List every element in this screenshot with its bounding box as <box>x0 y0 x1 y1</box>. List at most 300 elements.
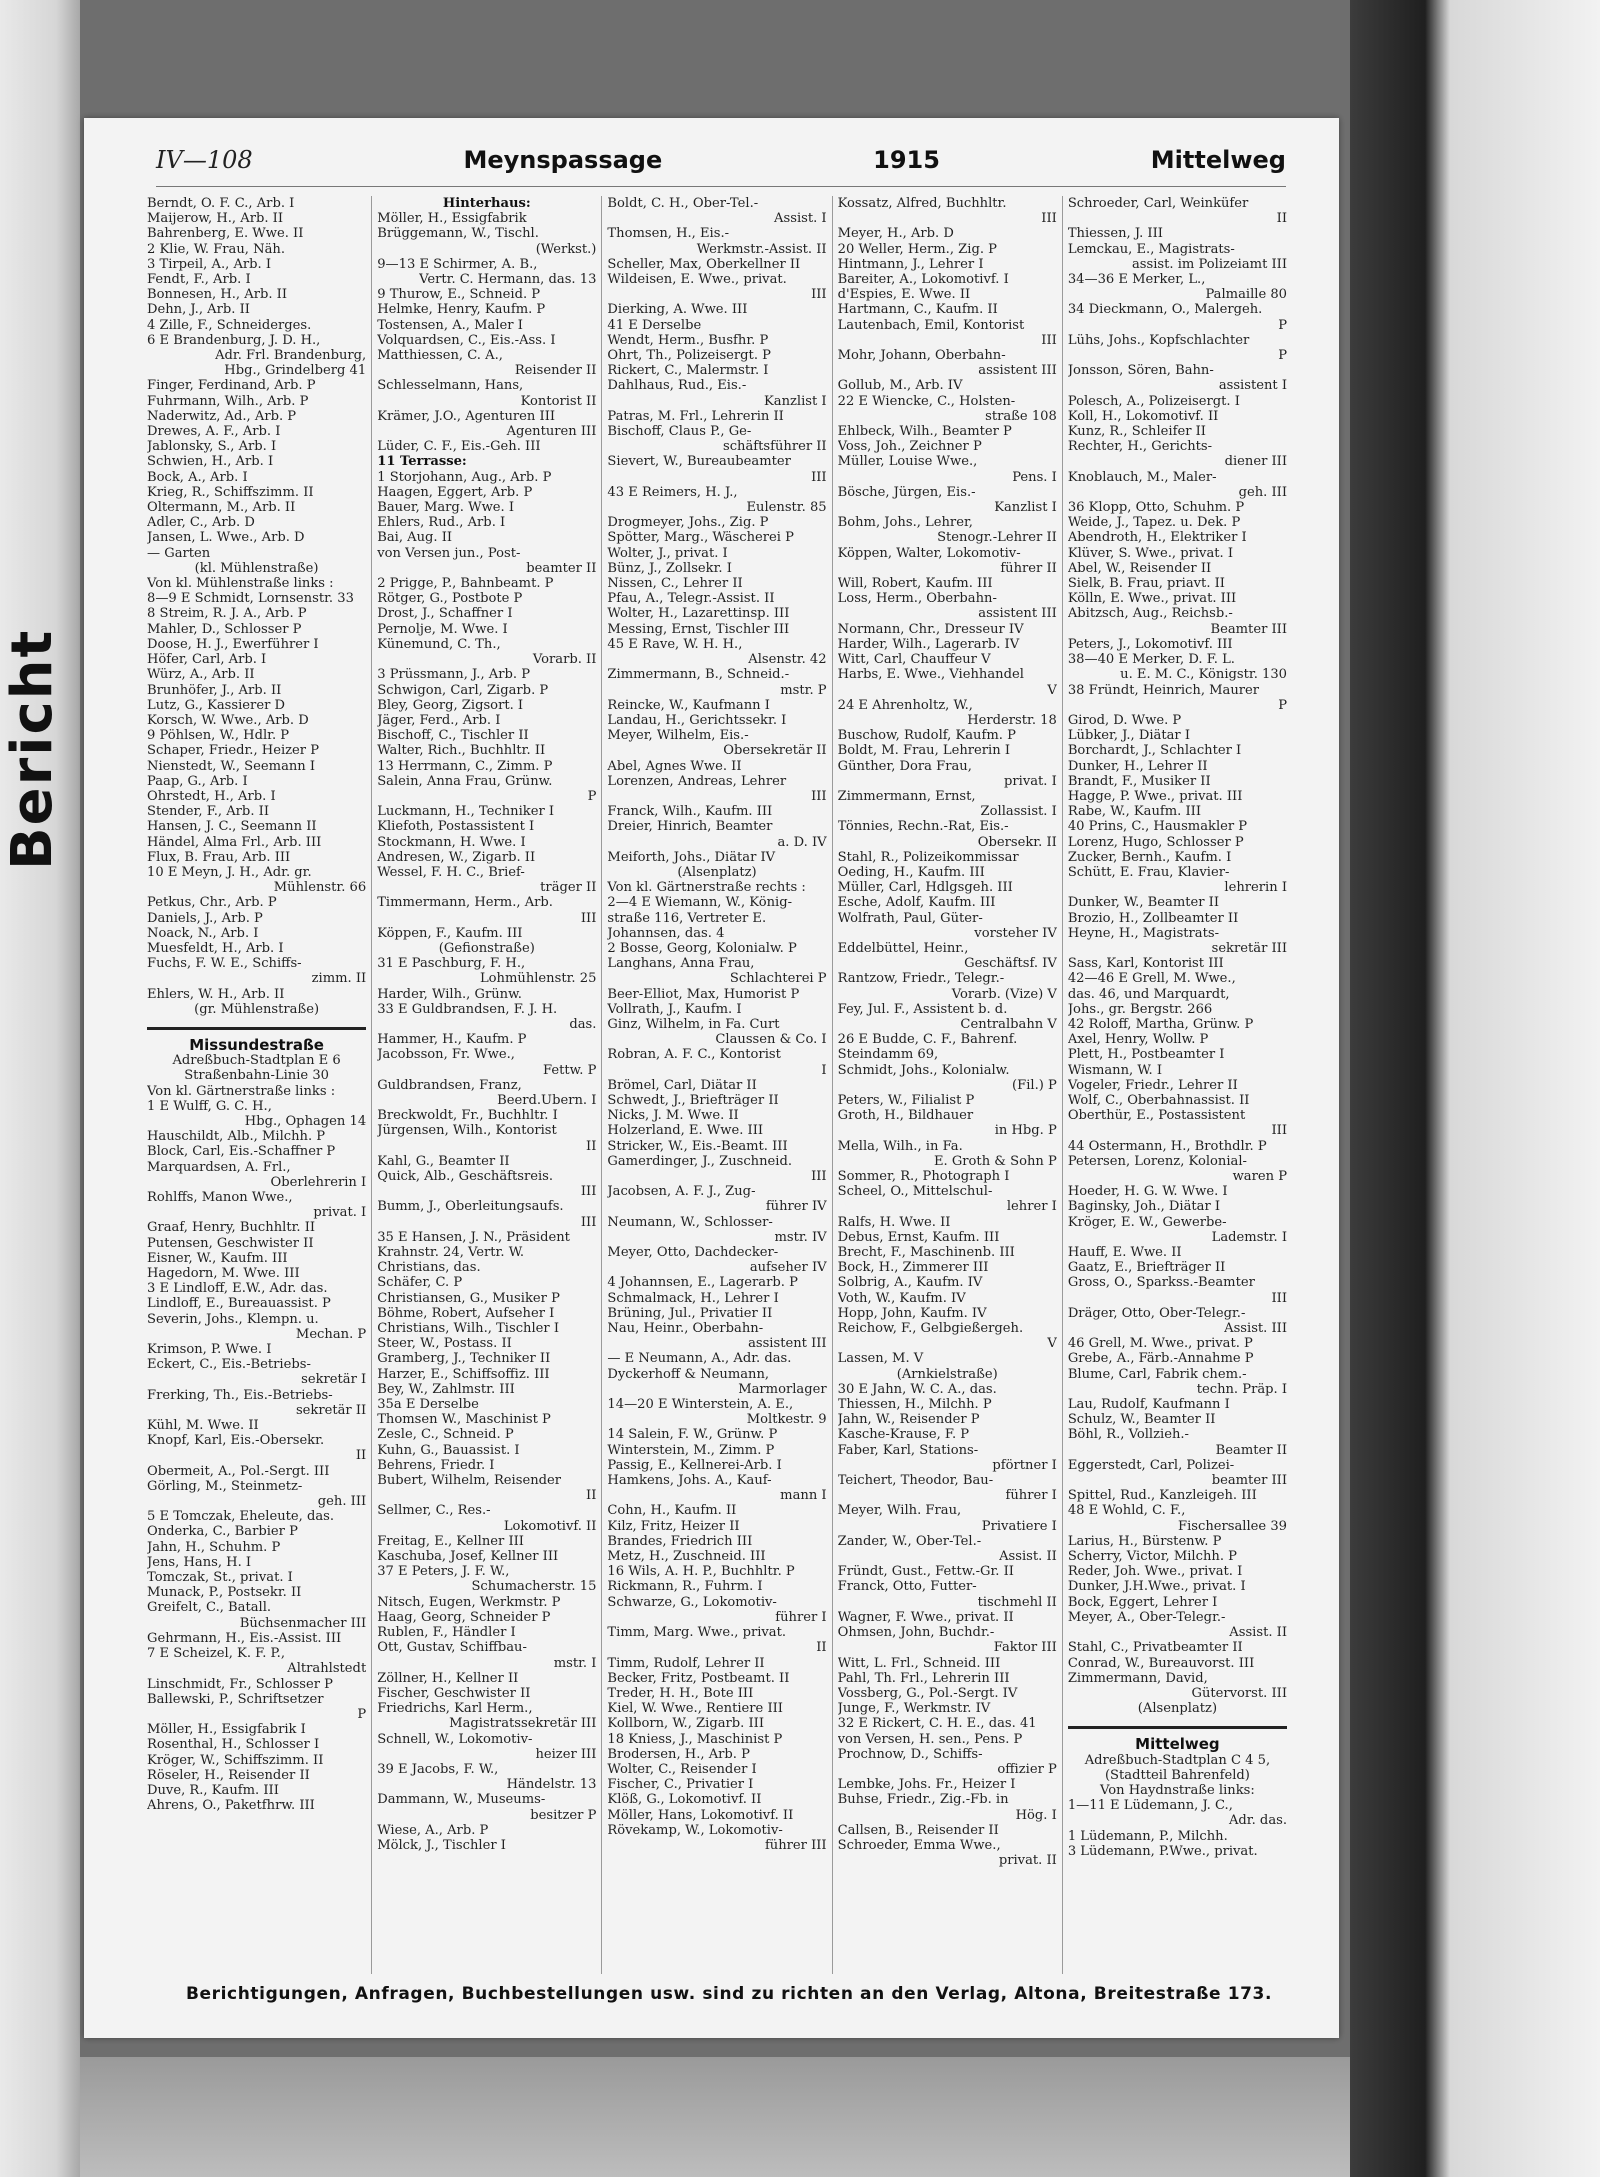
directory-entry-line: beamter III <box>1211 1473 1288 1489</box>
directory-entry-line: Brecht, F., Maschinenb. III <box>837 1245 1015 1261</box>
directory-entry-line: Köppen, Walter, Lokomotiv- <box>837 545 1021 561</box>
directory-entry-line: III <box>1041 211 1057 227</box>
directory-entry-line: Oberthür, E., Postassistent <box>1067 1108 1246 1124</box>
directory-entry-line: 5 E Tomczak, Eheleute, das. <box>147 1509 335 1525</box>
directory-entry-line: Harbs, E. Wwe., Viehhandel <box>837 667 1024 683</box>
scan-margin-bottom <box>80 2057 1350 2177</box>
directory-entry-line: Thomsen W., Maschinist P <box>377 1412 551 1428</box>
directory-entry-line: Harder, Wilh., Grünw. <box>377 986 522 1002</box>
directory-entry-line: Bünz, J., Zollsekr. I <box>607 560 732 576</box>
directory-entry-line: Jürgensen, Wilh., Kontorist <box>377 1123 557 1139</box>
directory-entry-line: Fischersallee 39 <box>1178 1518 1288 1534</box>
directory-entry-line: 1 Storjohann, Aug., Arb. P <box>377 469 552 485</box>
directory-entry-line: Brüggemann, W., Tischl. <box>377 226 539 242</box>
directory-entry-line: Fründt, Gust., Fettw.-Gr. II <box>837 1564 1014 1580</box>
directory-entry-line: Möller, Hans, Lokomotivf. II <box>607 1807 794 1823</box>
directory-entry-line: Adreßbuch-Stadtplan E 6 <box>172 1053 341 1069</box>
directory-entry-line: Brandes, Friedrich III <box>607 1533 753 1549</box>
directory-entry-line: Pernolje, M. Wwe. I <box>377 621 508 637</box>
directory-entry-line: Bai, Aug. II <box>377 530 453 546</box>
directory-entry-line: Hauschildt, Alb., Milchh. P <box>147 1129 326 1145</box>
directory-entry-line: Stahl, C., Privatbeamter II <box>1067 1640 1243 1656</box>
directory-entry-line: I <box>821 1062 827 1078</box>
directory-entry-line: Baginsky, Joh., Diätar I <box>1067 1199 1221 1215</box>
scan-margin-right <box>1350 0 1600 2177</box>
directory-entry-line: Ohrt, Th., Polizeisergt. P <box>607 348 771 364</box>
directory-entry-line: Bumm, J., Oberleitungsaufs. <box>377 1199 564 1215</box>
directory-entry-line: Harder, Wilh., Lagerarb. IV <box>837 636 1020 652</box>
directory-entry-line: Wismann, W. I <box>1067 1062 1163 1078</box>
directory-entry-line: Lutz, G., Kassierer D <box>147 697 285 713</box>
directory-entry-line: Oberlehrerin I <box>270 1174 367 1190</box>
directory-entry-line: Esche, Adolf, Kaufm. III <box>837 895 996 911</box>
directory-entry-line: Kunz, R., Schleifer II <box>1067 424 1206 440</box>
directory-entry-line: Gross, O., Sparkss.-Beamter <box>1067 1275 1255 1291</box>
directory-entry-line: Brunhöfer, J., Arb. II <box>147 682 282 698</box>
directory-entry-line: Ginz, Wilhelm, in Fa. Curt <box>607 1016 780 1032</box>
directory-entry-line: Lautenbach, Emil, Kontorist <box>837 317 1025 333</box>
directory-entry-line: Büchsenmacher III <box>239 1615 367 1631</box>
directory-entry-line: 14 Salein, F. W., Grünw. P <box>607 1427 778 1443</box>
directory-entry-line: 41 E Derselbe <box>607 317 702 333</box>
directory-entry-line: Werkmstr.-Assist. II <box>696 241 827 257</box>
directory-entry-line: Paap, G., Arb. I <box>147 773 248 789</box>
directory-entry-line: Schäfer, C. P <box>377 1275 463 1291</box>
directory-entry-line: Hbg., Grindelberg 41 <box>224 363 367 379</box>
directory-entry-line: Sass, Karl, Kontorist III <box>1067 956 1224 972</box>
street-section-title: Missundestraße <box>189 1037 324 1054</box>
directory-entry-line: 4 Johannsen, E., Lagerarb. P <box>607 1275 798 1291</box>
directory-entry-line: Jonsson, Sören, Bahn- <box>1067 363 1214 379</box>
directory-entry-line: Peters, J., Lokomotivf. III <box>1067 636 1233 652</box>
directory-entry-line: Greifelt, C., Batall. <box>147 1600 272 1616</box>
directory-entry-line: Kollborn, W., Zigarb. III <box>607 1716 764 1732</box>
directory-entry-line: Buhse, Friedr., Zig.-Fb. in <box>837 1792 1009 1808</box>
directory-entry-line: 6 E Brandenburg, J. D. H., <box>147 332 321 348</box>
directory-entry-line: Schroeder, Emma Wwe., <box>837 1837 1001 1853</box>
directory-entry-line: 2 Bosse, Georg, Kolonialw. P <box>607 940 797 956</box>
directory-entry-line: 31 E Paschburg, F. H., <box>377 956 526 972</box>
directory-column-2 <box>372 196 602 1974</box>
directory-entry-line: Händel, Alma Frl., Arb. III <box>147 834 322 850</box>
directory-entry-line: Finger, Ferdinand, Arb. P <box>147 378 316 394</box>
directory-entry-line: Behrens, Friedr. I <box>377 1457 495 1473</box>
directory-entry-line: aufseher IV <box>749 1260 827 1276</box>
directory-entry-line: Boldt, M. Frau, Lehrerin I <box>837 743 1011 759</box>
directory-entry-line: Timmermann, Herm., Arb. <box>377 895 553 911</box>
left-street-heading: Meynspassage <box>463 146 663 174</box>
directory-entry-line: Fendt, F., Arb. I <box>147 272 251 288</box>
directory-entry-line: Severin, Johs., Klempn. u. <box>147 1311 319 1327</box>
directory-entry-line: 20 Weller, Herm., Zig. P <box>837 241 997 257</box>
directory-entry-line: 43 E Reimers, H. J., <box>607 484 738 500</box>
directory-entry-line: Rövekamp, W., Lokomotiv- <box>607 1822 783 1838</box>
directory-entry-line: Kanzlist I <box>994 500 1057 516</box>
directory-entry-line: Daniels, J., Arb. P <box>147 910 263 926</box>
directory-entry-line: das. 46, und Marquardt, <box>1067 986 1230 1002</box>
directory-entry-line: Hansen, J. C., Seemann II <box>147 819 317 835</box>
directory-entry-line: 10 E Meyn, J. H., Adr. gr. <box>147 864 312 880</box>
directory-entry-line: Brömel, Carl, Diätar II <box>607 1077 757 1093</box>
directory-entry-line: Haagen, Eggert, Arb. P <box>377 484 533 500</box>
directory-entry-line: Wiese, A., Arb. P <box>377 1822 489 1838</box>
section-divider <box>147 1027 366 1030</box>
directory-entry-line: Hauff, E. Wwe. II <box>1067 1245 1182 1261</box>
directory-entry-line: Rantzow, Friedr., Telegr.- <box>837 971 1005 987</box>
directory-entry-line: Klüver, S. Wwe., privat. I <box>1067 545 1234 561</box>
directory-entry-line: 9 Thurow, E., Schneid. P <box>377 287 541 303</box>
directory-entry-line: Linschmidt, Fr., Schlosser P <box>147 1676 333 1692</box>
directory-entry-line: Scheller, Max, Oberkellner II <box>607 256 801 272</box>
directory-entry-line: Agenturen III <box>506 424 597 440</box>
directory-entry-line: Block, Carl, Eis.-Schaffner P <box>147 1144 336 1160</box>
directory-entry-line: Teichert, Theodor, Bau- <box>837 1473 994 1489</box>
directory-entry-line: 1—11 E Lüdemann, J. C., <box>1067 1798 1233 1814</box>
directory-entry-line: Adler, C., Arb. D <box>147 515 255 531</box>
directory-entry-line: Dahlhaus, Rud., Eis.- <box>607 378 747 394</box>
directory-entry-line: Passig, E., Kellnerei-Arb. I <box>607 1457 782 1473</box>
directory-entry-line: Holzerland, E. Wwe. III <box>607 1123 764 1139</box>
directory-entry-line: von Versen, H. sen., Pens. P <box>837 1731 1023 1747</box>
directory-entry-line: II <box>816 1640 827 1656</box>
directory-entry-line: 44 Ostermann, H., Brothdlr. P <box>1067 1138 1267 1154</box>
directory-entry-line: Eggerstedt, Carl, Polizei- <box>1067 1457 1235 1473</box>
directory-entry-line: Lorenz, Hugo, Schlosser P <box>1067 834 1244 850</box>
directory-entry-line: Schwigon, Carl, Zigarb. P <box>377 682 549 698</box>
directory-entry-line: 13 Herrmann, C., Zimm. P <box>377 758 553 774</box>
directory-entry-line: Scheel, O., Mittelschul- <box>837 1184 993 1200</box>
directory-entry-line: Vogeler, Friedr., Lehrer II <box>1067 1077 1238 1093</box>
directory-entry-line: Wolfrath, Paul, Güter- <box>837 910 983 926</box>
directory-entry-line: 26 E Budde, C. F., Bahrenf. <box>837 1032 1018 1048</box>
directory-entry-line: Schulz, W., Beamter II <box>1067 1412 1216 1428</box>
directory-entry-line: 34 Dieckmann, O., Malergeh. <box>1067 302 1263 318</box>
directory-entry-line: Bohm, Johs., Lehrer, <box>837 515 973 531</box>
directory-entry-line: Abitzsch, Aug., Reichsb.- <box>1067 606 1233 622</box>
directory-entry-line: Helmke, Henry, Kaufm. P <box>377 302 546 318</box>
directory-entry-line: III <box>811 1169 827 1184</box>
directory-entry-line: 3 E Lindloff, E.W., Adr. das. <box>147 1281 328 1297</box>
directory-entry-line: Frerking, Th., Eis.-Betriebs- <box>147 1387 333 1403</box>
directory-entry-line: Abendroth, H., Elektriker I <box>1067 530 1247 546</box>
directory-entry-line: Korsch, W. Wwe., Arb. D <box>147 712 309 728</box>
section-divider <box>1068 1726 1287 1729</box>
directory-entry-line: III <box>580 1184 597 1200</box>
directory-entry-line: Schnell, W., Lokomotiv- <box>377 1731 533 1747</box>
directory-entry-line: Meyer, H., Arb. D <box>837 226 954 242</box>
directory-entry-line: Witt, L. Frl., Schneid. III <box>837 1655 1001 1671</box>
directory-entry-line: Robran, A. F. C., Kontorist <box>607 1047 781 1063</box>
directory-entry-line: Maijerow, H., Arb. II <box>147 211 284 227</box>
directory-entry-line: Munack, P., Postsekr. II <box>147 1585 302 1601</box>
directory-entry-line: III <box>1041 332 1057 348</box>
directory-entry-line: Faktor III <box>993 1640 1057 1656</box>
directory-entry-line: Larius, H., Bürstenw. P <box>1067 1533 1222 1549</box>
directory-entry-line: Marmorlager <box>738 1381 827 1397</box>
directory-entry-line: Hamkens, Johs. A., Kauf- <box>607 1473 772 1489</box>
directory-entry-line: führer III <box>764 1837 827 1853</box>
directory-entry-line: Faber, Karl, Stations- <box>837 1442 979 1458</box>
directory-entry-line: Gollub, M., Arb. IV <box>837 378 963 394</box>
directory-entry-line: Callsen, B., Reisender II <box>837 1822 999 1838</box>
directory-entry-line: II <box>1276 211 1288 227</box>
directory-entry-line: Harzer, E., Schiffsoffiz. III <box>377 1366 550 1382</box>
directory-entry-line: Reisender II <box>514 363 597 379</box>
directory-entry-line: Krämer, J.O., Agenturen III <box>377 408 556 424</box>
page-header <box>156 146 1286 187</box>
directory-entry-line: (Werkst.) <box>535 241 597 257</box>
directory-entry-line: mstr. I <box>553 1655 597 1671</box>
directory-entry-line: Kossatz, Alfred, Buchhltr. <box>837 196 1007 211</box>
directory-entry-line: Rosenthal, H., Schlosser I <box>147 1737 320 1753</box>
directory-entry-line: Wolter, J., privat. I <box>607 545 728 561</box>
directory-entry-line: Schütt, E. Frau, Klavier- <box>1067 864 1230 880</box>
directory-entry-line: Neumann, W., Schlosser- <box>607 1214 773 1230</box>
directory-entry-line: Weide, J., Tapez. u. Dek. P <box>1067 515 1241 531</box>
year-heading: 1915 <box>873 146 940 174</box>
directory-entry-line: Schroeder, Carl, Weinküfer <box>1067 196 1249 211</box>
directory-entry-line: Dierking, A. Wwe. III <box>607 302 748 318</box>
directory-entry-line: besitzer P <box>530 1807 597 1823</box>
directory-entry-line: Brozio, H., Zollbeamter II <box>1067 910 1239 926</box>
directory-entry-line: Hartmann, C., Kaufm. II <box>837 302 998 318</box>
directory-entry-line: Lau, Rudolf, Kaufmann I <box>1067 1397 1230 1413</box>
directory-entry-line: Von kl. Gärtnerstraße rechts : <box>607 880 806 896</box>
directory-entry-line: Böhl, R., Vollzieh.- <box>1067 1427 1189 1443</box>
directory-entry-line: Beamter II <box>1215 1442 1288 1458</box>
directory-entry-line: Fuchs, F. W. E., Schiffs- <box>147 956 302 972</box>
directory-entry-line: Dunker, W., Beamter II <box>1067 895 1220 911</box>
directory-entry-line: Schlachterei P <box>729 971 827 987</box>
directory-entry-line: Peters, W., Filialist P <box>837 1092 975 1108</box>
directory-entry-line: waren P <box>1232 1169 1288 1184</box>
directory-entry-line: Groth, H., Bildhauer <box>837 1108 974 1124</box>
directory-entry-line: Stahl, R., Polizeikommissar <box>837 849 1019 865</box>
directory-entry-line: techn. Präp. I <box>1196 1381 1288 1397</box>
directory-entry-line: straße 116, Vertreter E. <box>607 910 767 926</box>
directory-entry-line: Brüning, Jul., Privatier II <box>607 1305 773 1321</box>
directory-entry-line: (Alsenplatz) <box>677 864 757 880</box>
directory-entry-line: heizer III <box>535 1746 597 1762</box>
directory-entry-line: Wolter, H., Lazarettinsp. III <box>607 606 790 622</box>
directory-entry-line: Ohmsen, John, Buchdr.- <box>837 1625 995 1641</box>
directory-entry-line: Krimson, P. Wwe. I <box>147 1342 272 1358</box>
directory-entry-line: Flux, B. Frau, Arb. III <box>147 849 291 865</box>
directory-entry-line: Dammann, W., Museums- <box>377 1792 546 1808</box>
directory-entry-line: Reincke, W., Kaufmann I <box>607 697 770 713</box>
directory-entry-line: Mohr, Johann, Oberbahn- <box>837 348 1006 364</box>
directory-entry-line: 48 E Wohld, C. F., <box>1067 1503 1186 1519</box>
directory-entry-line: Bauer, Marg. Wwe. I <box>377 500 515 516</box>
directory-entry-line: Jansen, L. Wwe., Arb. D <box>147 530 305 546</box>
directory-entry-line: 16 Wils, A. H. P., Buchhltr. P <box>607 1564 795 1580</box>
directory-entry-line: 37 E Peters, J. F. W., <box>377 1564 510 1580</box>
directory-entry-line: Quick, Alb., Geschäftsreis. <box>377 1169 554 1184</box>
directory-entry-line: Fettw. P <box>542 1062 597 1078</box>
directory-entry-line: Metz, H., Zuschneid. III <box>607 1549 766 1565</box>
directory-entry-line: führer II <box>1000 560 1057 576</box>
directory-entry-line: 1 E Wulff, G. C. H., <box>147 1098 272 1114</box>
directory-entry-line: Vollrath, J., Kaufm. I <box>607 1001 742 1017</box>
directory-entry-line: Thiessen, H., Milchh. P <box>837 1397 992 1413</box>
directory-entry-line: Rabe, W., Kaufm. III <box>1067 804 1202 820</box>
directory-entry-line: privat. I <box>313 1205 367 1221</box>
directory-entry-line: Höfer, Carl, Arb. I <box>147 652 267 668</box>
directory-entry-line: Centralbahn V <box>960 1016 1057 1032</box>
directory-entry-line: Koll, H., Lokomotivf. II <box>1067 408 1219 424</box>
directory-entry-line: 3 Prüssmann, J., Arb. P <box>377 667 530 683</box>
directory-entry-line: 7 E Scheizel, K. F. P., <box>147 1646 285 1662</box>
directory-entry-line: 35 E Hansen, J. N., Präsident <box>377 1229 570 1245</box>
directory-entry-line: Bock, A., Arb. I <box>147 469 248 485</box>
directory-entry-line: III <box>811 287 827 303</box>
directory-entry-line: Voth, W., Kaufm. IV <box>837 1290 966 1306</box>
directory-entry-line: (Alsenplatz) <box>1137 1701 1218 1717</box>
directory-entry-line: Marquardsen, A. Frl., <box>147 1159 291 1175</box>
directory-entry-line: Wagner, F. Wwe., privat. II <box>837 1609 1014 1625</box>
directory-entry-line: mann I <box>780 1488 827 1504</box>
directory-entry-line: Kliefoth, Postassistent I <box>377 819 535 835</box>
directory-entry-line: Fuhrmann, Wilh., Arb. P <box>147 393 309 409</box>
directory-column-5 <box>1063 196 1292 1974</box>
directory-entry-line: Knopf, Karl, Eis.-Obersekr. <box>147 1433 325 1449</box>
directory-entry-line: Haag, Georg, Schneider P <box>377 1609 551 1625</box>
directory-entry-line: Petersen, Lorenz, Kolonial- <box>1067 1153 1247 1169</box>
directory-entry-line: Ehlers, Rud., Arb. I <box>377 515 506 531</box>
directory-entry-line: Abel, W., Reisender II <box>1067 560 1212 576</box>
directory-entry-line: Nitsch, Eugen, Werkmstr. P <box>377 1594 561 1610</box>
directory-entry-line: Polesch, A., Polizeisergt. I <box>1067 393 1240 409</box>
directory-entry-line: Naderwitz, Ad., Arb. P <box>147 408 297 424</box>
directory-entry-line: Wendt, Herm., Busfhr. P <box>607 332 769 348</box>
directory-entry-line: Junge, F., Werkmstr. IV <box>837 1701 991 1717</box>
directory-entry-line: zimm. II <box>311 971 367 987</box>
directory-entry-line: Schlesselmann, Hans, <box>377 378 524 394</box>
directory-entry-line: assistent I <box>1218 378 1288 394</box>
directory-entry-line: III <box>811 469 827 485</box>
directory-entry-line: Blume, Carl, Fabrik chem.- <box>1067 1366 1247 1382</box>
directory-entry-line: P <box>1278 348 1288 364</box>
directory-entry-line: Gehrmann, H., Eis.-Assist. III <box>147 1630 342 1646</box>
directory-entry-line: Franck, Otto, Futter- <box>837 1579 977 1595</box>
directory-entry-line: II <box>355 1448 367 1464</box>
directory-entry-line: Ahrens, O., Paketfhrw. III <box>147 1798 315 1814</box>
directory-entry-line: Von Haydnstraße links: <box>1100 1782 1255 1798</box>
directory-entry-line: Pens. I <box>1012 469 1057 485</box>
directory-entry-line: Gamerdinger, J., Zuschneid. <box>607 1153 793 1169</box>
directory-entry-line: Schumacherstr. 15 <box>471 1579 597 1595</box>
directory-entry-line: Ott, Gustav, Schiffbau- <box>377 1640 527 1656</box>
directory-entry-line: Händelstr. 13 <box>506 1777 597 1793</box>
directory-entry-line: Matthiessen, C. A., <box>377 348 503 364</box>
directory-entry-line: Zucker, Bernh., Kaufm. I <box>1067 849 1232 865</box>
directory-entry-line: Salein, Anna Frau, Grünw. <box>377 773 553 789</box>
directory-entry-line: 18 Kniess, J., Maschinist P <box>607 1731 783 1747</box>
directory-entry-line: 34—36 E Merker, L., <box>1067 272 1206 288</box>
directory-entry-line: Schaper, Friedr., Heizer P <box>147 743 320 759</box>
directory-entry-line: Stricker, W., Eis.-Beamt. III <box>607 1138 788 1154</box>
directory-entry-line: V <box>1047 1336 1057 1352</box>
directory-entry-line: Herderstr. 18 <box>967 712 1057 728</box>
directory-entry-line: Eisner, W., Kaufm. III <box>147 1250 288 1266</box>
directory-entry-line: III <box>1271 1123 1288 1139</box>
directory-column-3 <box>602 196 832 1974</box>
directory-entry-line: Fischer, C., Privatier I <box>607 1777 754 1793</box>
directory-entry-line: Bösche, Jürgen, Eis.- <box>837 484 976 500</box>
directory-entry-line: Will, Robert, Kaufm. III <box>837 576 993 592</box>
directory-entry-line: straße 108 <box>985 408 1057 424</box>
directory-entry-line: mstr. P <box>780 682 827 698</box>
directory-entry-line: Jens, Hans, H. I <box>147 1554 252 1570</box>
directory-entry-line: Tostensen, A., Maler I <box>377 317 523 333</box>
directory-entry-line: Thomsen, H., Eis.- <box>607 226 730 242</box>
directory-entry-line: Prochnow, D., Schiffs- <box>837 1746 983 1762</box>
directory-entry-line: Hoeder, H. G. W. Wwe. I <box>1067 1184 1228 1200</box>
directory-entry-line: Zesle, C., Schneid. P <box>377 1427 514 1443</box>
directory-entry-line: Künemund, C. Th., <box>377 636 501 652</box>
directory-entry-line: Palmaille 80 <box>1205 287 1288 303</box>
directory-entry-line: — E Neumann, A., Adr. das. <box>607 1351 792 1367</box>
directory-entry-line: Beer-Elliot, Max, Humorist P <box>607 986 800 1002</box>
directory-entry-line: Görling, M., Steinmetz- <box>147 1478 303 1494</box>
directory-entry-line: träger II <box>540 880 597 896</box>
directory-entry-line: Meyer, Wilhelm, Eis.- <box>607 728 749 744</box>
directory-entry-line: E. Groth & Sohn P <box>933 1153 1057 1169</box>
directory-entry-line: Assist. II <box>999 1549 1057 1565</box>
directory-entry-line: 40 Prins, C., Hausmakler P <box>1067 819 1248 835</box>
directory-entry-line: Friedrichs, Karl Herm., <box>377 1701 533 1717</box>
directory-entry-line: Messing, Ernst, Tischler III <box>607 621 790 637</box>
directory-entry-line: Wolf, C., Oberbahnassist. II <box>1067 1092 1250 1108</box>
directory-entry-line: P <box>587 788 597 804</box>
directory-entry-line: Thiessen, J. III <box>1067 226 1163 242</box>
directory-entry-line: Steer, W., Postass. II <box>377 1336 512 1352</box>
directory-entry-line: Assist. III <box>1224 1321 1288 1337</box>
directory-entry-line: 4 Zille, F., Schneiderges. <box>147 317 312 333</box>
directory-entry-line: assist. im Polizeiamt III <box>1131 256 1288 272</box>
directory-entry-line: Mahler, D., Schlosser P <box>147 621 302 637</box>
directory-entry-line: 2 Klie, W. Frau, Näh. <box>147 241 285 257</box>
directory-entry-line: Gütervorst. III <box>1191 1685 1288 1701</box>
directory-entry-line: Sievert, W., Bureaubeamter <box>607 454 791 470</box>
directory-entry-line: Müller, Louise Wwe., <box>837 454 978 470</box>
directory-entry-line: Bley, Georg, Zigsort. I <box>377 697 524 713</box>
directory-entry-line: Bischoff, Claus P., Ge- <box>607 424 752 440</box>
directory-entry-line: Hagge, P. Wwe., privat. III <box>1067 788 1243 804</box>
directory-entry-line: Nicks, J. M. Wwe. II <box>607 1108 739 1124</box>
directory-entry-line: Ralfs, H. Wwe. II <box>837 1214 951 1230</box>
directory-entry-line: III <box>580 1214 597 1230</box>
directory-entry-line: Jäger, Ferd., Arb. I <box>377 712 501 728</box>
directory-entry-line: Lademstr. I <box>1211 1229 1288 1245</box>
directory-entry-line: Oltermann, M., Arb. II <box>147 500 296 516</box>
directory-entry-line: Assist. II <box>1229 1625 1288 1641</box>
directory-column-1 <box>142 196 372 1974</box>
directory-entry-line: Krahnstr. 24, Vertr. W. <box>377 1245 525 1261</box>
directory-entry-line: Loss, Herm., Oberbahn- <box>837 591 997 607</box>
directory-entry-line: Patras, M. Frl., Lehrerin II <box>607 408 784 424</box>
directory-entry-line: Borchardt, J., Schlachter I <box>1067 743 1242 759</box>
directory-entry-line: Brandt, F., Musiker II <box>1067 773 1211 789</box>
directory-entry-line: Fey, Jul. F., Assistent b. d. <box>837 1001 1008 1017</box>
directory-entry-line: Lüder, C. F., Eis.-Geh. III <box>377 439 541 455</box>
directory-entry-line: 9—13 E Schirmer, A. B., <box>377 256 538 272</box>
directory-entry-line: Obermeit, A., Pol.-Sergt. III <box>147 1463 330 1479</box>
directory-entry-line: Eckert, C., Eis.-Betriebs- <box>147 1357 311 1373</box>
directory-entry-line: Vertr. C. Hermann, das. 13 <box>419 272 597 288</box>
directory-entry-line: von Versen jun., Post- <box>377 545 521 561</box>
directory-entry-line: Lübker, J., Diätar I <box>1067 728 1191 744</box>
